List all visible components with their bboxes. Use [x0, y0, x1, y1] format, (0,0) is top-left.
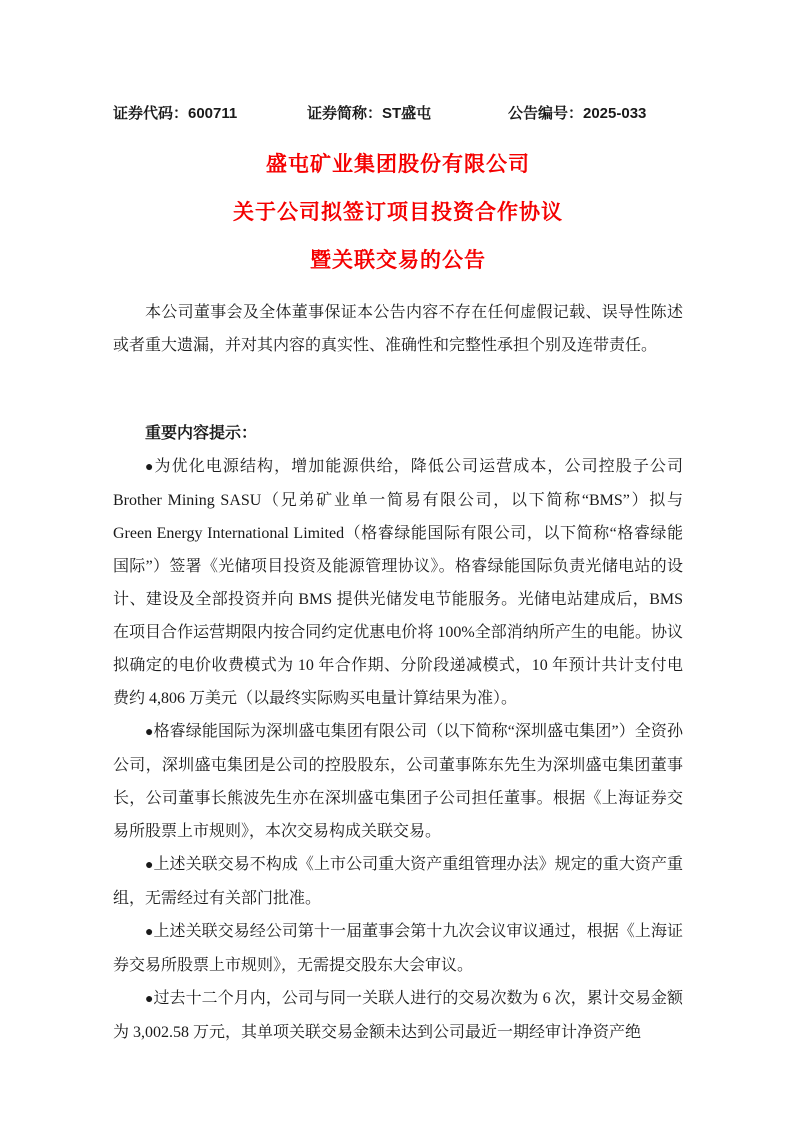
- title-block: [113, 150, 683, 276]
- bullet-text: 上述关联交易经公司第十一届董事会第十九次会议审议通过，根据《上海证券交易所股票上市规则》，无需提交股东大会审议。: [113, 923, 683, 974]
- announcement-title-line-3: 暨关联交易的公告: [310, 249, 486, 272]
- bullet-item: [113, 848, 683, 915]
- bullet-icon: ●: [145, 992, 154, 1007]
- bullet-text: 为优化电源结构，增加能源供给，降低公司运营成本，公司控股子公司 Brother Mining SASU（兄弟矿业单一简易有限公司，以下简称“BMS”）拟与 Green Energy International Limited（格睿绿能国际有限公司，以下简称“格睿绿能国际”）签署《光储项目投资及能源管理协议》。格睿绿能国际负责光储电站的设计、建设及全部投资并向 BMS 提供光储发电节能服务。光储电站建成后，BMS 在项目合作运营期限内按合同约定优惠电价将 100%全部消纳所产生的电能。协议拟确定的电价收费模式为 10 年合作期、分阶段递减模式，10 年预计共计支付电费约 4,806 万美元（以最终实际购买电量计算结果为准）。: [113, 458, 683, 707]
- bullet-text: 格睿绿能国际为深圳盛屯集团有限公司（以下简称“深圳盛屯集团”）全资孙公司，深圳盛屯集团是公司的控股股东，公司董事陈东先生为深圳盛屯集团董事长，公司董事长熊波先生亦在深圳盛屯集团子公司担任董事。根据《上海证券交易所股票上市规则》，本次交易构成关联交易。: [113, 723, 683, 840]
- board-disclaimer: 本公司董事会及全体董事保证本公告内容不存在任何虚假记载、误导性陈述或者重大遗漏，并对其内容的真实性、准确性和完整性承担个别及连带责任。: [113, 304, 683, 354]
- bullet-icon: ●: [145, 460, 155, 475]
- stock-code: 证券代码：600711: [113, 105, 238, 122]
- bullet-icon: ●: [145, 725, 154, 740]
- stock-short-name: 证券简称：ST盛屯: [307, 105, 432, 122]
- announcement-title-line-2: 关于公司拟签订项目投资合作协议: [233, 201, 563, 224]
- announcement-number: 公告编号：2025-033: [508, 105, 647, 122]
- bullet-text: 过去十二个月内，公司与同一关联人进行的交易次数为 6 次，累计交易金额为 3,002.58 万元，其单项关联交易金额未达到公司最近一期经审计净资产绝: [113, 990, 683, 1041]
- bullet-icon: ●: [145, 858, 154, 873]
- bullet-icon: ●: [145, 925, 154, 940]
- bullet-list: [113, 450, 683, 1049]
- bullet-item: [113, 915, 683, 982]
- important-notice-heading: 重要内容提示：: [145, 425, 258, 442]
- bullet-item: [113, 450, 683, 715]
- bullet-item: [113, 715, 683, 848]
- bullet-item: [113, 982, 683, 1049]
- bullet-text: 上述关联交易不构成《上市公司重大资产重组管理办法》规定的重大资产重组，无需经过有关部门批准。: [113, 856, 683, 907]
- document-header: [113, 103, 683, 124]
- company-name-title: 盛屯矿业集团股份有限公司: [266, 153, 530, 176]
